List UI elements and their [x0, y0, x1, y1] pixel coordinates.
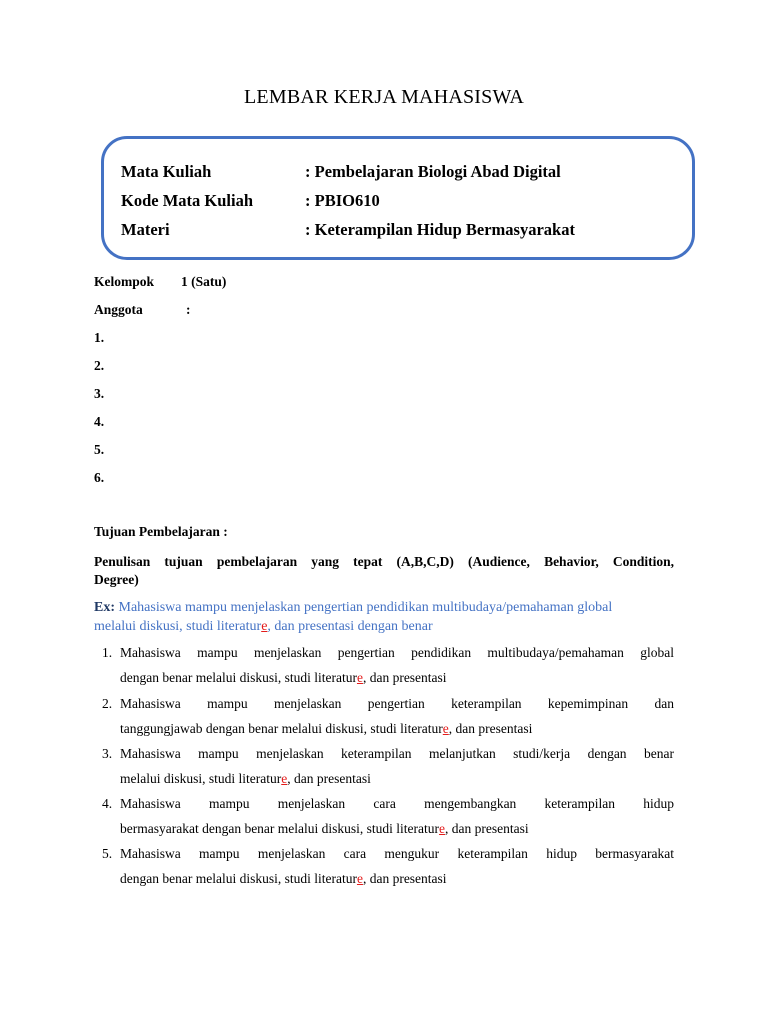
- objective-line-2: [120, 821, 674, 837]
- group-row: [94, 274, 227, 290]
- objective-line-1: Mahasiswa mampu menjelaskan pengertian keterampilan kepemimpinan dan: [120, 696, 674, 711]
- example-label: Ex:: [94, 600, 115, 615]
- objectives-heading: Tujuan Pembelajaran :: [94, 524, 228, 539]
- objective-number: 1.: [102, 645, 113, 660]
- objective-line-2: [120, 871, 674, 887]
- group-value: 1 (Satu): [181, 274, 227, 289]
- example-line-2: [94, 617, 674, 636]
- objective-number: 5.: [102, 846, 113, 861]
- example-text: [94, 598, 674, 636]
- objective-line-1: Mahasiswa mampu menjelaskan pengertian pendidikan multibudaya/pemahaman global: [120, 645, 674, 660]
- objective-line-2: [120, 721, 674, 737]
- correction-mark: e: [356, 670, 363, 685]
- objective-number: 2.: [102, 696, 113, 711]
- material-value: : Keterampilan Hidup Bermasyarakat: [305, 220, 575, 239]
- correction-mark: e: [356, 871, 363, 886]
- course-name-label: Mata Kuliah: [121, 162, 212, 181]
- course-info-box: [101, 136, 695, 260]
- member-number-2: 2.: [94, 358, 105, 373]
- objective-line-2-end: , dan presentasi: [287, 771, 371, 786]
- member-number-1: 1.: [94, 330, 105, 345]
- objective-line-2-start: bermasyarakat dengan benar melalui diskusi, studi literatur: [120, 821, 440, 836]
- correction-mark: e: [261, 619, 268, 634]
- instruction-line-1: Penulisan tujuan pembelajaran yang tepat (A,B,C,D) (Audience, Behavior, Condition,: [94, 554, 674, 569]
- example-line-2-start: melalui diskusi, studi literatur: [94, 619, 262, 634]
- material-label: Materi: [121, 220, 170, 239]
- correction-mark: e: [281, 771, 288, 786]
- objective-line-1: Mahasiswa mampu menjelaskan cara mengukur keterampilan hidup bermasyarakat: [120, 846, 674, 861]
- course-code-value: : PBIO610: [305, 191, 380, 210]
- objective-number: 4.: [102, 796, 113, 811]
- objective-line-2: [120, 771, 674, 787]
- objective-number: 3.: [102, 746, 113, 761]
- objective-line-1: Mahasiswa mampu menjelaskan cara mengembangkan keterampilan hidup: [120, 796, 674, 811]
- example-line-1: [94, 598, 674, 617]
- course-code-label: Kode Mata Kuliah: [121, 191, 254, 210]
- correction-mark: e: [439, 821, 446, 836]
- example-line-1-text: Mahasiswa mampu menjelaskan pengertian pendidikan multibudaya/pemahaman global: [118, 600, 613, 615]
- objective-line-2-start: melalui diskusi, studi literatur: [120, 771, 282, 786]
- members-label: Anggota: [94, 302, 143, 317]
- objective-line-1: Mahasiswa mampu menjelaskan keterampilan melanjutkan studi/kerja dengan benar: [120, 746, 674, 761]
- objective-line-2-end: , dan presentasi: [362, 670, 447, 685]
- course-name-value: : Pembelajaran Biologi Abad Digital: [305, 162, 561, 181]
- members-colon: :: [186, 302, 191, 317]
- objective-line-2-start: dengan benar melalui diskusi, studi literatur: [120, 871, 357, 886]
- member-number-5: 5.: [94, 442, 105, 457]
- objective-line-2-end: , dan presentasi: [448, 721, 533, 736]
- page-title: LEMBAR KERJA MAHASISWA: [244, 86, 524, 108]
- example-line-2-end: , dan presentasi dengan benar: [267, 619, 433, 634]
- objective-line-2-start: tanggungjawab dengan benar melalui diskusi, studi literatur: [120, 721, 443, 736]
- group-label: Kelompok: [94, 274, 155, 289]
- objective-line-2-start: dengan benar melalui diskusi, studi literatur: [120, 670, 357, 685]
- correction-mark: e: [442, 721, 449, 736]
- instruction-line-2: Degree): [94, 572, 139, 587]
- members-row: [94, 302, 191, 318]
- member-number-4: 4.: [94, 414, 105, 429]
- objective-line-2-end: , dan presentasi: [445, 821, 529, 836]
- member-number-3: 3.: [94, 386, 105, 401]
- member-number-6: 6.: [94, 470, 105, 485]
- objective-line-2: [120, 670, 674, 686]
- objective-line-2-end: , dan presentasi: [362, 871, 447, 886]
